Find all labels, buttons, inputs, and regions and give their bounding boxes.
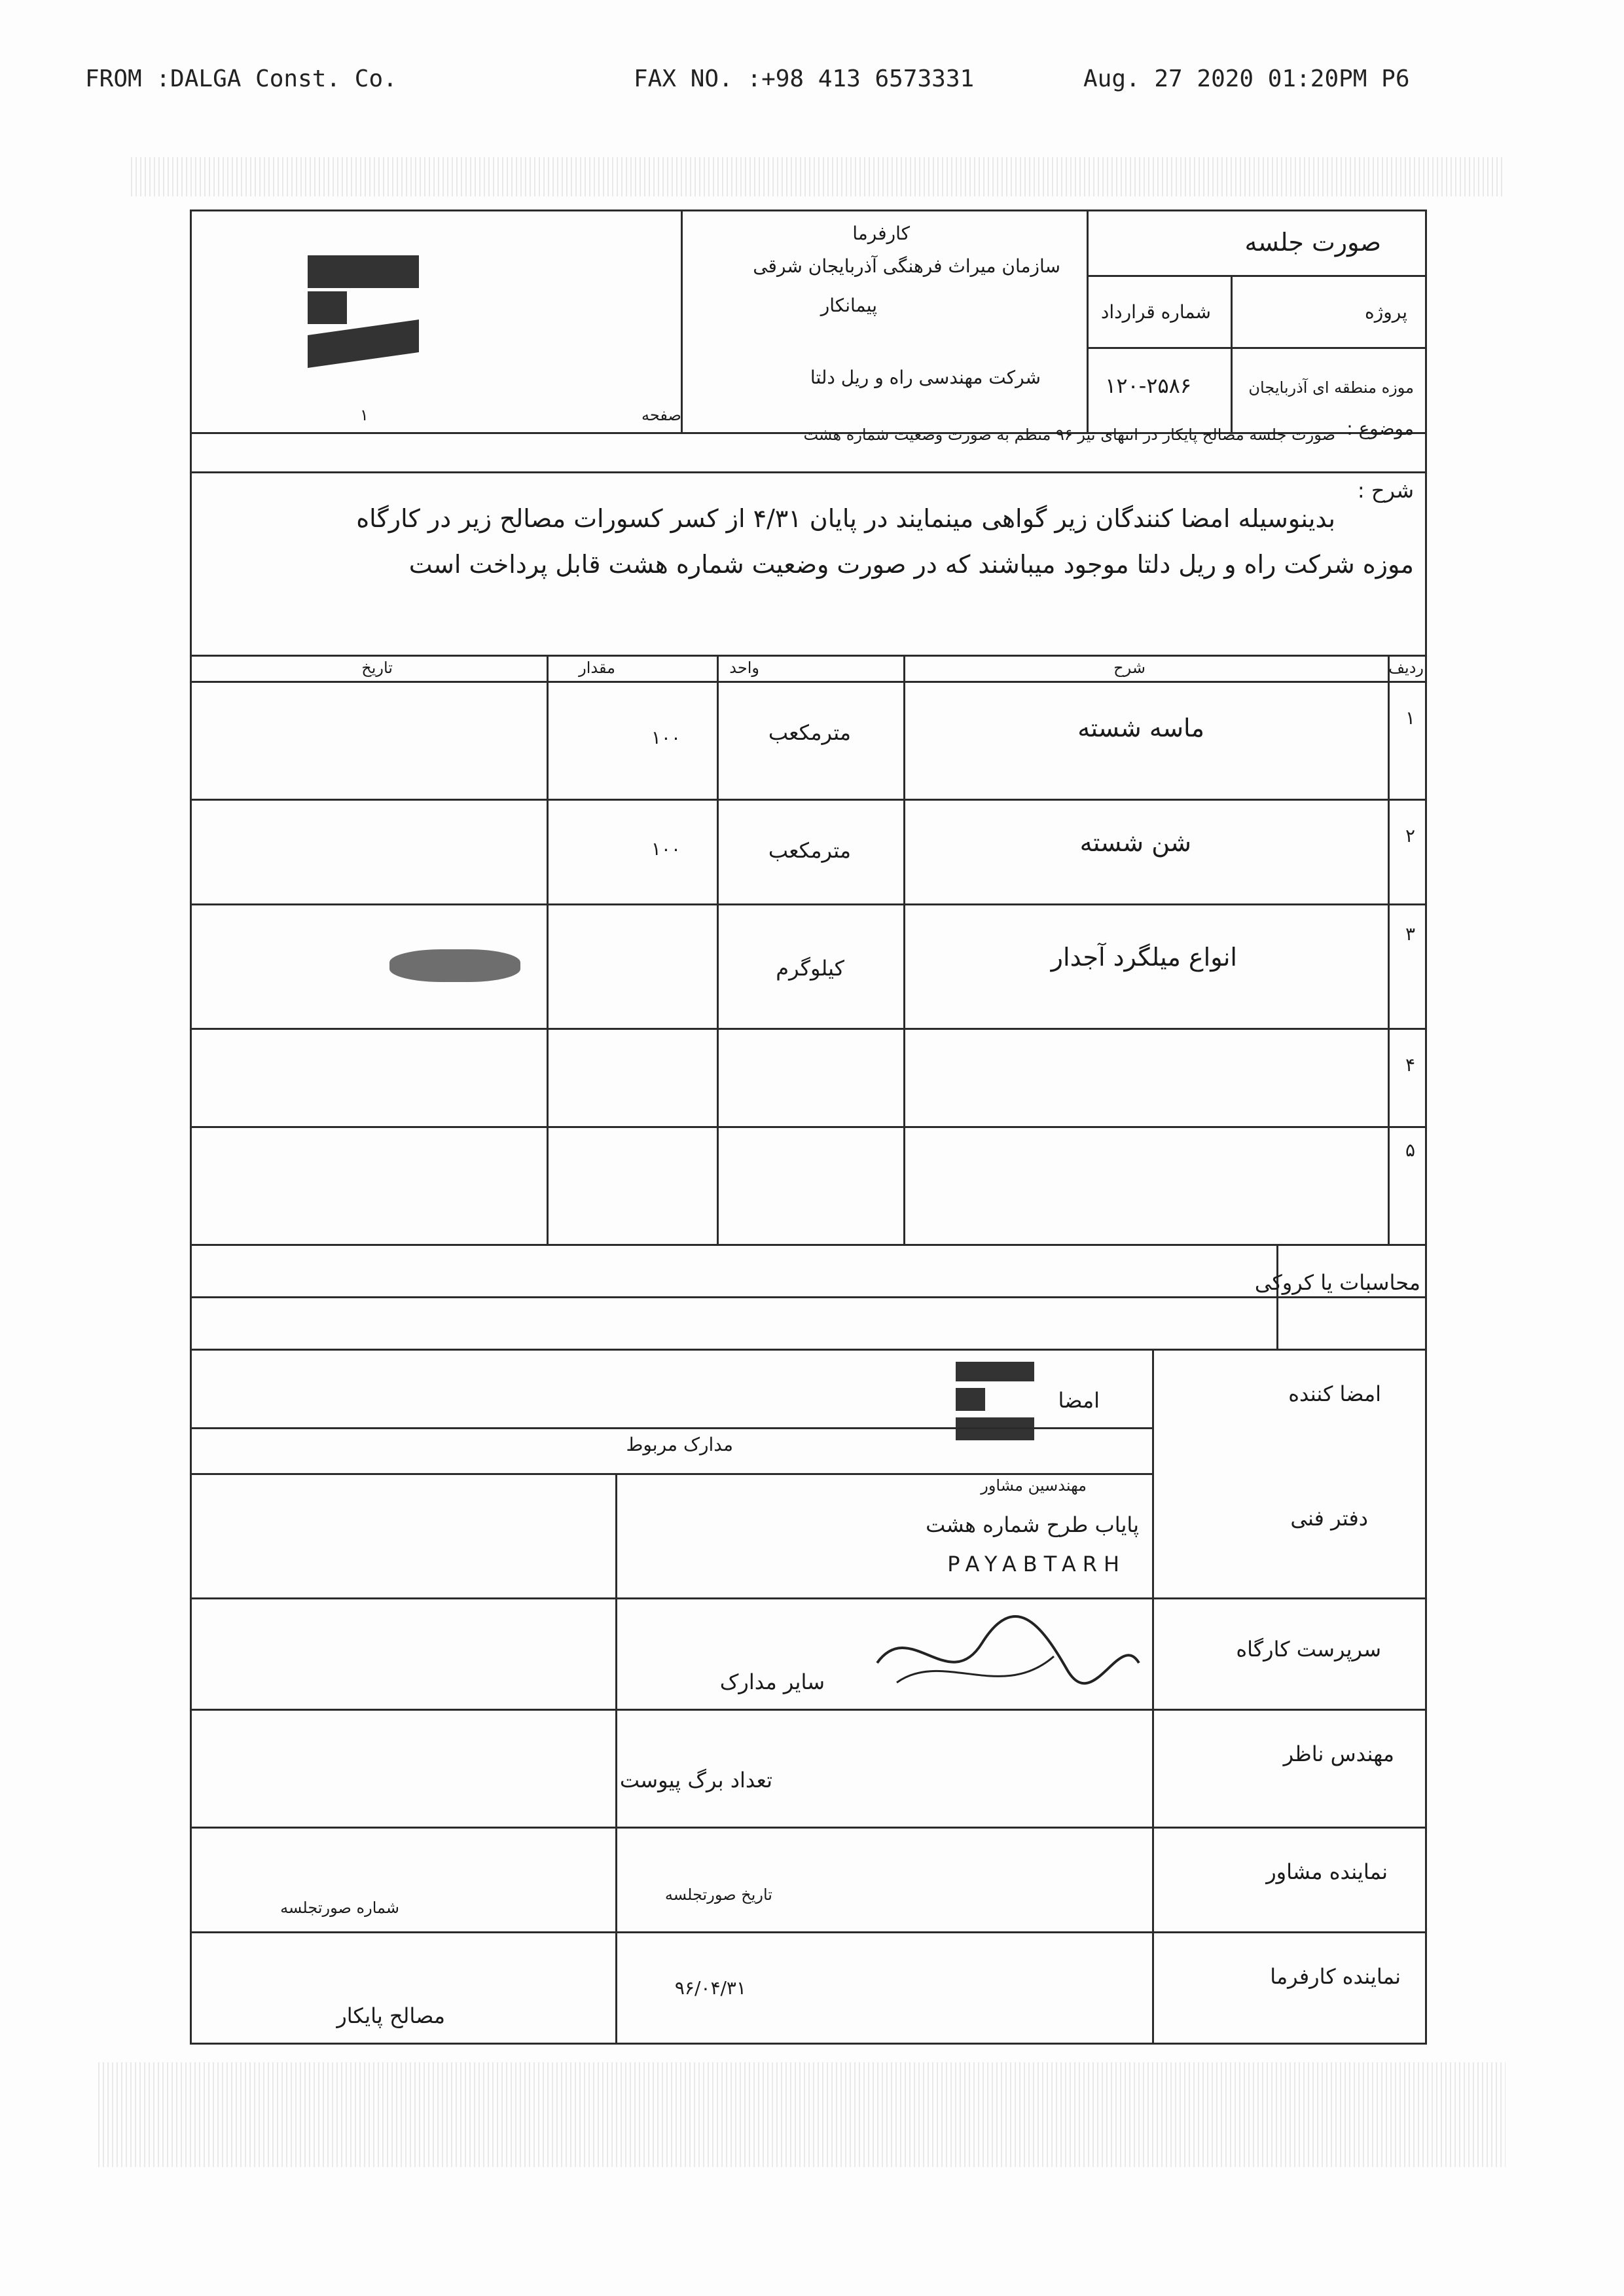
supervising-engineer-label: مهندس ناظر bbox=[1283, 1741, 1394, 1766]
employer-value: سازمان میراث فرهنگی آذربایجان شرقی bbox=[753, 255, 1060, 277]
contractor-label: پیمانکار bbox=[820, 295, 877, 316]
row-amount: ۱۰۰ bbox=[651, 838, 681, 860]
minutes-date-value: ۹۶/۰۴/۳۱ bbox=[674, 1977, 746, 1999]
col-header-date: تاریخ bbox=[361, 659, 393, 677]
stamp-company: PAYABTARH bbox=[947, 1552, 1126, 1576]
page-value: ۱ bbox=[360, 406, 369, 424]
col-header-desc: شرح bbox=[1113, 659, 1146, 677]
description-line-1: بدینوسیله امضا کنندگان زیر گواهی مینمایند در پایان ۴/۳۱ از کسر کسورات مصالح زیر در کارگاه bbox=[356, 504, 1335, 533]
minutes-number-label: شماره صورتجلسه bbox=[280, 1899, 399, 1917]
description-label: شرح : bbox=[1357, 478, 1414, 503]
stamp-persian-name: پایاب طرح شماره هشت bbox=[926, 1512, 1139, 1537]
contract-no-value: ۱۲۰-۲۵۸۶ bbox=[1105, 373, 1191, 398]
minutes-number-value: مصالح پایکار bbox=[336, 2003, 445, 2028]
company-logo bbox=[308, 255, 419, 360]
row-desc: انواع میلگرد آجدار bbox=[1051, 943, 1237, 972]
signature-scribble bbox=[871, 1604, 1146, 1709]
page-label: صفحه bbox=[641, 406, 681, 424]
fax-number: FAX NO. :+98 413 6573331 bbox=[634, 65, 975, 92]
employer-label: کارفرما bbox=[852, 223, 910, 244]
attachments-count-label: تعداد برگ پیوست bbox=[619, 1768, 772, 1793]
row-desc: ماسه شسته bbox=[1077, 714, 1204, 742]
doc-title: صورت جلسه bbox=[1244, 228, 1381, 257]
project-value: موزه منطقه ای آذربایجان bbox=[1248, 378, 1414, 397]
row-number: ۱ bbox=[1405, 707, 1415, 729]
related-docs-label: مدارک مربوط bbox=[626, 1434, 733, 1455]
row-unit: کیلوگرم bbox=[776, 956, 844, 981]
contract-no-label: شماره قرارداد bbox=[1100, 301, 1211, 323]
calculations-label: محاسبات یا کروکی bbox=[1254, 1270, 1420, 1295]
signatories-label: امضا کننده bbox=[1288, 1381, 1381, 1406]
project-label: پروژه bbox=[1365, 301, 1407, 323]
row-unit: مترمکعب bbox=[768, 838, 851, 863]
employer-rep-label: نماینده کارفرما bbox=[1270, 1964, 1401, 1989]
consultant-rep-label: نماینده مشاور bbox=[1266, 1859, 1388, 1884]
redacted-amount bbox=[389, 949, 520, 982]
form-page bbox=[190, 210, 1427, 2056]
col-header-amount: مقدار bbox=[579, 659, 615, 677]
fax-header bbox=[0, 65, 1624, 105]
row-number: ۵ bbox=[1405, 1139, 1415, 1161]
row-amount: ۱۰۰ bbox=[651, 727, 681, 748]
fax-date-page: Aug. 27 2020 01:20PM P6 bbox=[1083, 65, 1410, 92]
site-supervisor-label: سرپرست کارگاه bbox=[1236, 1637, 1381, 1662]
fax-from: FROM :DALGA Const. Co. bbox=[85, 65, 397, 92]
technical-office-label: دفتر فنی bbox=[1290, 1506, 1368, 1531]
row-desc: شن شسته bbox=[1079, 828, 1191, 857]
subject-label: موضوع : bbox=[1346, 418, 1414, 439]
col-header-row: ردیف bbox=[1388, 659, 1424, 677]
minutes-date-label: تاریخ صورتجلسه bbox=[664, 1886, 772, 1904]
contractor-value: شرکت مهندسی راه و ریل دلتا bbox=[810, 367, 1041, 388]
row-number: ۲ bbox=[1405, 825, 1415, 847]
row-unit: مترمکعب bbox=[768, 720, 851, 745]
subject-value: صورت جلسه مصالح پایکار در انتهای تیر ۹۶ منظم به صورت وضعیت شماره هشت bbox=[803, 426, 1335, 444]
other-docs-label: سایر مدارک bbox=[719, 1669, 825, 1694]
col-header-unit: واحد bbox=[729, 659, 759, 677]
stamp-title: مهندسین مشاور bbox=[981, 1476, 1087, 1495]
scan-noise-bottom bbox=[98, 2062, 1506, 2167]
scan-noise-top bbox=[131, 157, 1506, 196]
row-number: ۴ bbox=[1405, 1054, 1415, 1076]
description-line-2: موزه شرکت راه و ریل دلتا موجود میباشند که در صورت وضعیت شماره هشت قابل پرداخت است bbox=[408, 550, 1414, 579]
row-number: ۳ bbox=[1405, 923, 1415, 945]
sign-label: امضا bbox=[1058, 1388, 1100, 1413]
